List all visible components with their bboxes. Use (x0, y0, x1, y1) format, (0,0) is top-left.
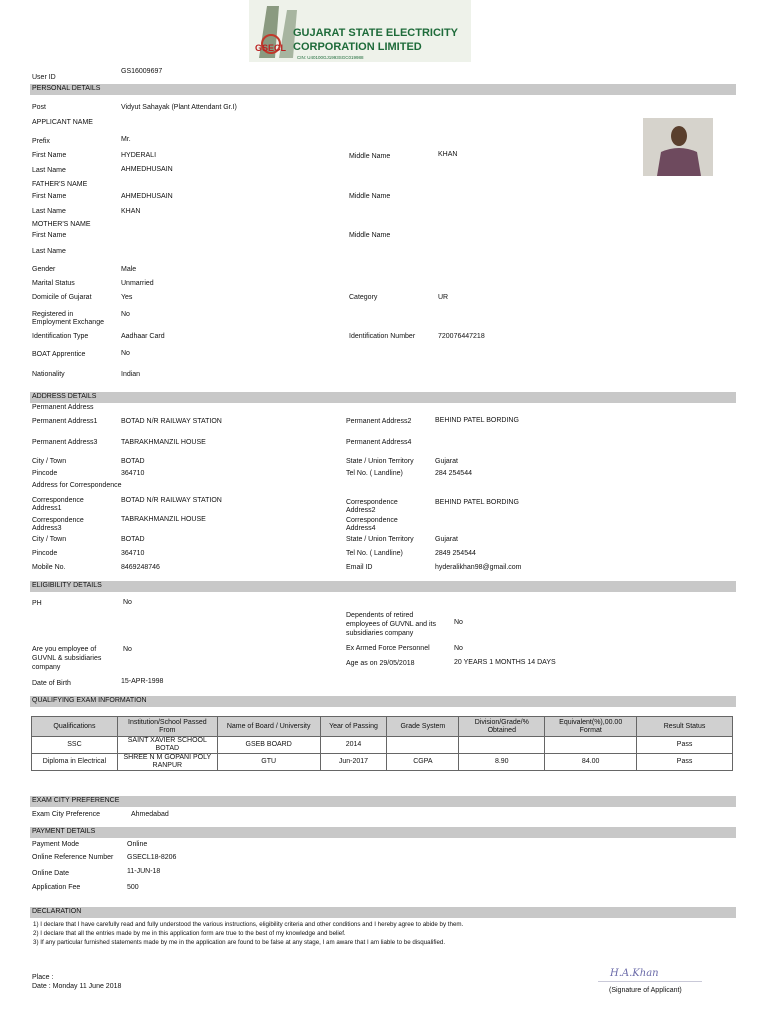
table-header: Equivalent(%),00.00 Format (545, 717, 637, 737)
last-name-label: Last Name (32, 167, 66, 174)
section-address (30, 392, 736, 403)
category-value: UR (438, 294, 449, 301)
registered-value: No (121, 311, 130, 318)
mother-middle-label: Middle Name (349, 232, 391, 239)
ex-armed-value: No (454, 645, 463, 652)
declaration-line: 2) I declare that all the entries made by me in this application form are true to the best of my knowledge and belief. (33, 930, 346, 937)
corr-address1-label-line1: Correspondence (32, 497, 84, 504)
boat-value: No (121, 350, 130, 357)
table-cell: SSC (32, 737, 118, 754)
fee-value: 500 (127, 884, 139, 891)
table-header: Grade System (387, 717, 459, 737)
corr-address3-label-line1: Correspondence (32, 517, 84, 524)
photo-graphic (643, 118, 713, 176)
table-cell: CGPA (387, 754, 459, 771)
perm-address3-value: TABRAKHMANZIL HOUSE (121, 439, 206, 446)
state-value: Gujarat (435, 458, 458, 465)
corr-city-value: BOTAD (121, 536, 145, 543)
section-exam-city (30, 796, 736, 807)
mobile-value: 8469248746 (121, 564, 160, 571)
table-header: Result Status (637, 717, 733, 737)
dependents-label-line2: employees of GUVNL and its (346, 621, 437, 628)
date-label: Date : Monday 11 June 2018 (32, 983, 122, 990)
id-number-value: 720076447218 (438, 333, 485, 340)
father-last-label: Last Name (32, 208, 66, 215)
exam-city-value: Ahmedabad (131, 811, 169, 818)
father-first-value: AHMEDHUSAIN (121, 193, 173, 200)
corr-address3-label-line2: Address3 (32, 525, 62, 532)
table-header: Division/Grade/% Obtained (459, 717, 545, 737)
corr-tel-label: Tel No. ( Landline) (346, 550, 403, 557)
city-value: BOTAD (121, 458, 145, 465)
father-middle-label: Middle Name (349, 193, 391, 200)
table-cell: SHREE N M GOPANI POLY RANPUR (117, 754, 217, 771)
place-label: Place : (32, 974, 54, 981)
mobile-label: Mobile No. (32, 564, 66, 571)
online-date-value: 11-JUN-18 (127, 868, 161, 875)
dependents-label-line1: Dependents of retired (346, 612, 414, 619)
corr-pincode-value: 364710 (121, 550, 145, 557)
email-value: hyderalikhan98@gmail.com (435, 564, 522, 571)
mother-first-label: First Name (32, 232, 67, 239)
dependents-value: No (454, 619, 463, 626)
corr-tel-value: 2849 254544 (435, 550, 476, 557)
category-label: Category (349, 294, 378, 301)
gender-value: Male (121, 266, 137, 273)
perm-address3-label: Permanent Address3 (32, 439, 98, 446)
middle-name-label: Middle Name (349, 153, 391, 160)
perm-address1-label: Permanent Address1 (32, 418, 98, 425)
gender-label: Gender (32, 266, 56, 273)
section-eligibility (30, 581, 736, 592)
corr-address2-label-line2: Address2 (346, 507, 376, 514)
nationality-label: Nationality (32, 371, 65, 378)
nationality-value: Indian (121, 371, 141, 378)
table-cell: SAINT XAVIER SCHOOL BOTAD (117, 737, 217, 754)
dob-value: 15-APR-1998 (121, 678, 164, 685)
id-type-label: Identification Type (32, 333, 89, 340)
signature-line (598, 981, 702, 982)
applicant-name-heading: APPLICANT NAME (32, 119, 93, 126)
father-first-label: First Name (32, 193, 67, 200)
table-cell (387, 737, 459, 754)
domicile-value: Yes (121, 294, 133, 301)
corr-state-label: State / Union Territory (346, 536, 414, 543)
corr-pincode-label: Pincode (32, 550, 58, 557)
table-cell: GTU (217, 754, 320, 771)
table-header: Year of Passing (320, 717, 387, 737)
online-date-label: Online Date (32, 870, 69, 877)
declaration-line: 1) I declare that I have carefully read and fully understood the various instructions, eligibility criteria and other conditions and I hereby agree to abide by them. (33, 921, 464, 928)
corr-city-label: City / Town (32, 536, 67, 543)
section-qualifying (30, 696, 736, 707)
payment-mode-label: Payment Mode (32, 841, 80, 848)
user-id-value: GS16009697 (121, 68, 163, 75)
perm-address1-value: BOTAD N/R RAILWAY STATION (121, 418, 222, 425)
corr-address4-label-line1: Correspondence (346, 517, 398, 524)
logo-title-line2: CORPORATION LIMITED (293, 41, 422, 53)
section-title: QUALIFYING EXAM INFORMATION (32, 697, 147, 704)
employee-label-line2: GUVNL & subsidiaries (32, 655, 102, 662)
correspondence-heading: Address for Correspondence (32, 482, 122, 489)
ex-armed-label: Ex Armed Force Personnel (346, 645, 430, 652)
post-value: Vidyut Sahayak (Plant Attendant Gr.I) (121, 104, 237, 111)
corr-state-value: Gujarat (435, 536, 458, 543)
first-name-value: HYDERALI (121, 152, 157, 159)
marital-label: Marital Status (32, 280, 75, 287)
tel-label: Tel No. ( Landline) (346, 470, 403, 477)
section-title: PERSONAL DETAILS (32, 85, 101, 92)
state-label: State / Union Territory (346, 458, 414, 465)
post-label: Post (32, 104, 47, 111)
fee-label: Application Fee (32, 884, 81, 891)
exam-city-label: Exam City Preference (32, 811, 101, 818)
section-personal (30, 84, 736, 95)
perm-address4-label: Permanent Address4 (346, 439, 412, 446)
first-name-label: First Name (32, 152, 67, 159)
applicant-photo (643, 118, 713, 176)
reference-label: Online Reference Number (32, 854, 114, 861)
dependents-label-line3: subsidiaries company (346, 630, 414, 637)
table-cell: GSEB BOARD (217, 737, 320, 754)
corr-address4-label-line2: Address4 (346, 525, 376, 532)
registered-label-line1: Registered in (32, 311, 74, 318)
pincode-value: 364710 (121, 470, 145, 477)
logo-cin: CIN: U40100GJ1993SGC019988 (297, 55, 364, 60)
last-name-value: AHMEDHUSAIN (121, 166, 173, 173)
table-cell: Pass (637, 737, 733, 754)
tel-value: 284 254544 (435, 470, 472, 477)
table-row (32, 737, 733, 754)
table-cell: Diploma in Electrical (32, 754, 118, 771)
mother-name-heading: MOTHER'S NAME (32, 221, 91, 228)
father-last-value: KHAN (121, 208, 141, 215)
section-title: DECLARATION (32, 908, 82, 915)
payment-mode-value: Online (127, 841, 148, 848)
marital-value: Unmarried (121, 280, 154, 287)
ph-label: PH (32, 600, 42, 607)
table-header: Institution/School Passed From (117, 717, 217, 737)
pincode-label: Pincode (32, 470, 58, 477)
reference-value: GSECL18-8206 (127, 854, 177, 861)
logo-title-line1: GUJARAT STATE ELECTRICITY (293, 27, 458, 39)
table-cell: Jun-2017 (320, 754, 387, 771)
mother-last-label: Last Name (32, 248, 66, 255)
boat-label: BOAT Apprentice (32, 351, 86, 358)
section-title: EXAM CITY PREFERENCE (32, 797, 120, 804)
permanent-address-heading: Permanent Address (32, 404, 94, 411)
corr-address2-value: BEHIND PATEL BORDING (435, 499, 519, 506)
id-number-label: Identification Number (349, 333, 416, 340)
qualifying-exam-table (31, 716, 733, 771)
corr-address1-label-line2: Address1 (32, 505, 62, 512)
ph-value: No (123, 599, 132, 606)
id-type-value: Aadhaar Card (121, 333, 165, 340)
logo-abbrev: GSECL (255, 43, 287, 53)
prefix-value: Mr. (121, 136, 131, 143)
applicant-signature: H.A.Khan (610, 968, 659, 979)
table-cell: 2014 (320, 737, 387, 754)
employee-label-line1: Are you employee of (32, 646, 97, 653)
prefix-label: Prefix (32, 138, 50, 145)
signature-caption: (Signature of Applicant) (609, 987, 682, 994)
domicile-label: Domicile of Gujarat (32, 294, 92, 301)
employee-label-line3: company (32, 664, 61, 671)
table-header: Name of Board / University (217, 717, 320, 737)
age-label: Age as on 29/05/2018 (346, 660, 415, 667)
section-title: ADDRESS DETAILS (32, 393, 97, 400)
corr-address2-label-line1: Correspondence (346, 499, 398, 506)
corr-address3-value: TABRAKHMANZIL HOUSE (121, 516, 206, 523)
city-label: City / Town (32, 458, 67, 465)
father-name-heading: FATHER'S NAME (32, 181, 88, 188)
section-title: PAYMENT DETAILS (32, 828, 96, 835)
table-header-row (32, 717, 733, 737)
employee-value: No (123, 646, 132, 653)
table-cell: 8.90 (459, 754, 545, 771)
registered-label-line2: Employment Exchange (32, 319, 104, 326)
section-declaration (30, 907, 736, 918)
table-cell (545, 737, 637, 754)
corr-address1-value: BOTAD N/R RAILWAY STATION (121, 497, 222, 504)
dob-label: Date of Birth (32, 680, 71, 687)
middle-name-value: KHAN (438, 151, 458, 158)
user-id-label: User ID (32, 74, 56, 81)
age-value: 20 YEARS 1 MONTHS 14 DAYS (454, 659, 556, 666)
section-payment (30, 827, 736, 838)
table-cell: Pass (637, 754, 733, 771)
email-label: Email ID (346, 564, 373, 571)
declaration-line: 3) If any particular furnished statements made by me in the application are found to be false at any stage, I am aware that I am liable to be disqualified. (33, 939, 446, 946)
table-cell (459, 737, 545, 754)
perm-address2-value: BEHIND PATEL BORDING (435, 417, 519, 424)
section-title: ELIGIBILITY DETAILS (32, 582, 102, 589)
table-cell: 84.00 (545, 754, 637, 771)
table-header: Qualifications (32, 717, 118, 737)
perm-address2-label: Permanent Address2 (346, 418, 412, 425)
table-row (32, 754, 733, 771)
gsecl-logo (249, 0, 471, 62)
